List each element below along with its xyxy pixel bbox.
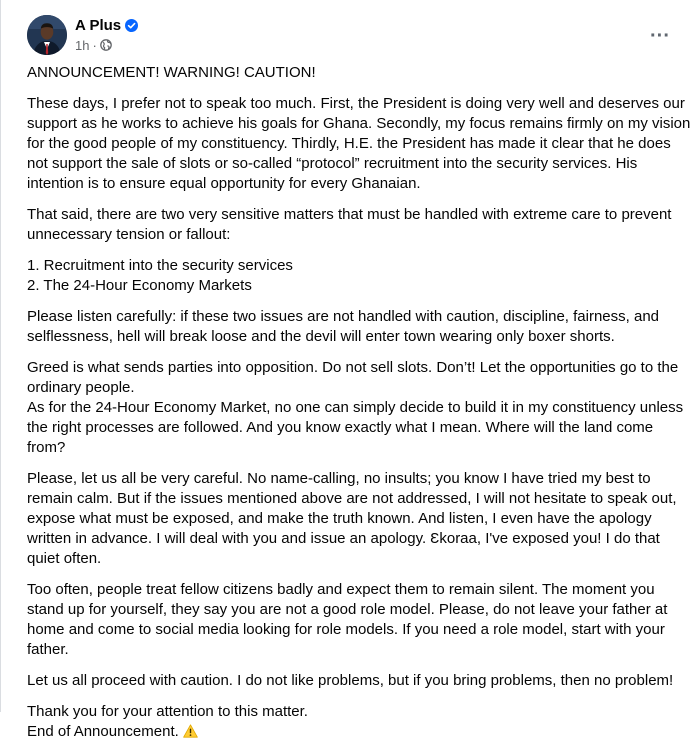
author-avatar[interactable]	[27, 15, 67, 55]
post-paragraph: Let us all proceed with caution. I do not like problems, but if you bring problems, then no problem!	[27, 672, 674, 689]
post-paragraph: Greed is what sends parties into opposition. Do not sell slots. Don’t! Let the opportunities go to the ordinary people. As for the 24-Hour Economy Market, no one can simply decide to build it in my constituency unless the right processes are followed. And you know exactly what I mean. Where will the land come from?	[27, 359, 684, 456]
post-paragraph: That said, there are two very sensitive matters that must be handled with extreme care to prevent unnecessary tension or fallout:	[27, 206, 672, 243]
closing-line-1: Thank you for your attention to this matter.	[27, 703, 308, 720]
post-meta	[75, 36, 138, 54]
more-options-button[interactable]	[642, 18, 678, 54]
post-body	[27, 63, 692, 753]
verified-badge-icon	[125, 19, 138, 32]
closing-line-2: End of Announcement.	[27, 723, 179, 740]
post-paragraph: Too often, people treat fellow citizens badly and expect them to remain silent. The moment you stand up for yourself, they say you are not a good role model. Please, do not leave your father at home and come to social media looking for role models. If you need a role model, start with your father.	[27, 581, 668, 658]
more-options-icon: ···	[650, 25, 670, 47]
post-closing	[27, 702, 692, 742]
post-list: 1. Recruitment into the security services 2. The 24-Hour Economy Markets	[27, 257, 293, 294]
post-paragraph: Please, let us all be very careful. No name-calling, no insults; you know I have tried my best to remain calm. But if the issues mentioned above are not addressed, I will not hesitate to speak out, expose what must be exposed, and make the truth known. And listen, I even have the apology written in advance. I will deal with you and issue an apology. Ɛkoraa, I've exposed you! I do that quiet often.	[27, 470, 677, 567]
author-name[interactable]: A Plus	[75, 16, 122, 34]
author-block	[75, 15, 138, 54]
globe-icon[interactable]	[100, 39, 112, 51]
post-timestamp[interactable]: 1h	[75, 37, 90, 53]
post-paragraph: Please listen carefully: if these two issues are not handled with caution, discipline, fairness, and selflessness, hell will break loose and the devil will enter town wearing only boxer shorts.	[27, 308, 660, 345]
author-row	[75, 15, 138, 35]
post-paragraph: These days, I prefer not to speak too much. First, the President is doing very well and deserves our support as he works to achieve his goals for Ghana. Secondly, my focus remains firmly on my vision for the good people of my constituency. Thirdly, H.E. the President has made it clear that he does not support the sale of slots or so-called “protocol” recruitment into the security services. His intention is to ensure equal opportunity for every Ghanaian.	[27, 95, 691, 192]
warning-icon	[183, 724, 198, 738]
avatar-image	[27, 15, 67, 55]
post-header	[27, 12, 678, 56]
meta-separator: ·	[92, 37, 97, 53]
post-paragraph: ANNOUNCEMENT! WARNING! CAUTION!	[27, 64, 316, 81]
